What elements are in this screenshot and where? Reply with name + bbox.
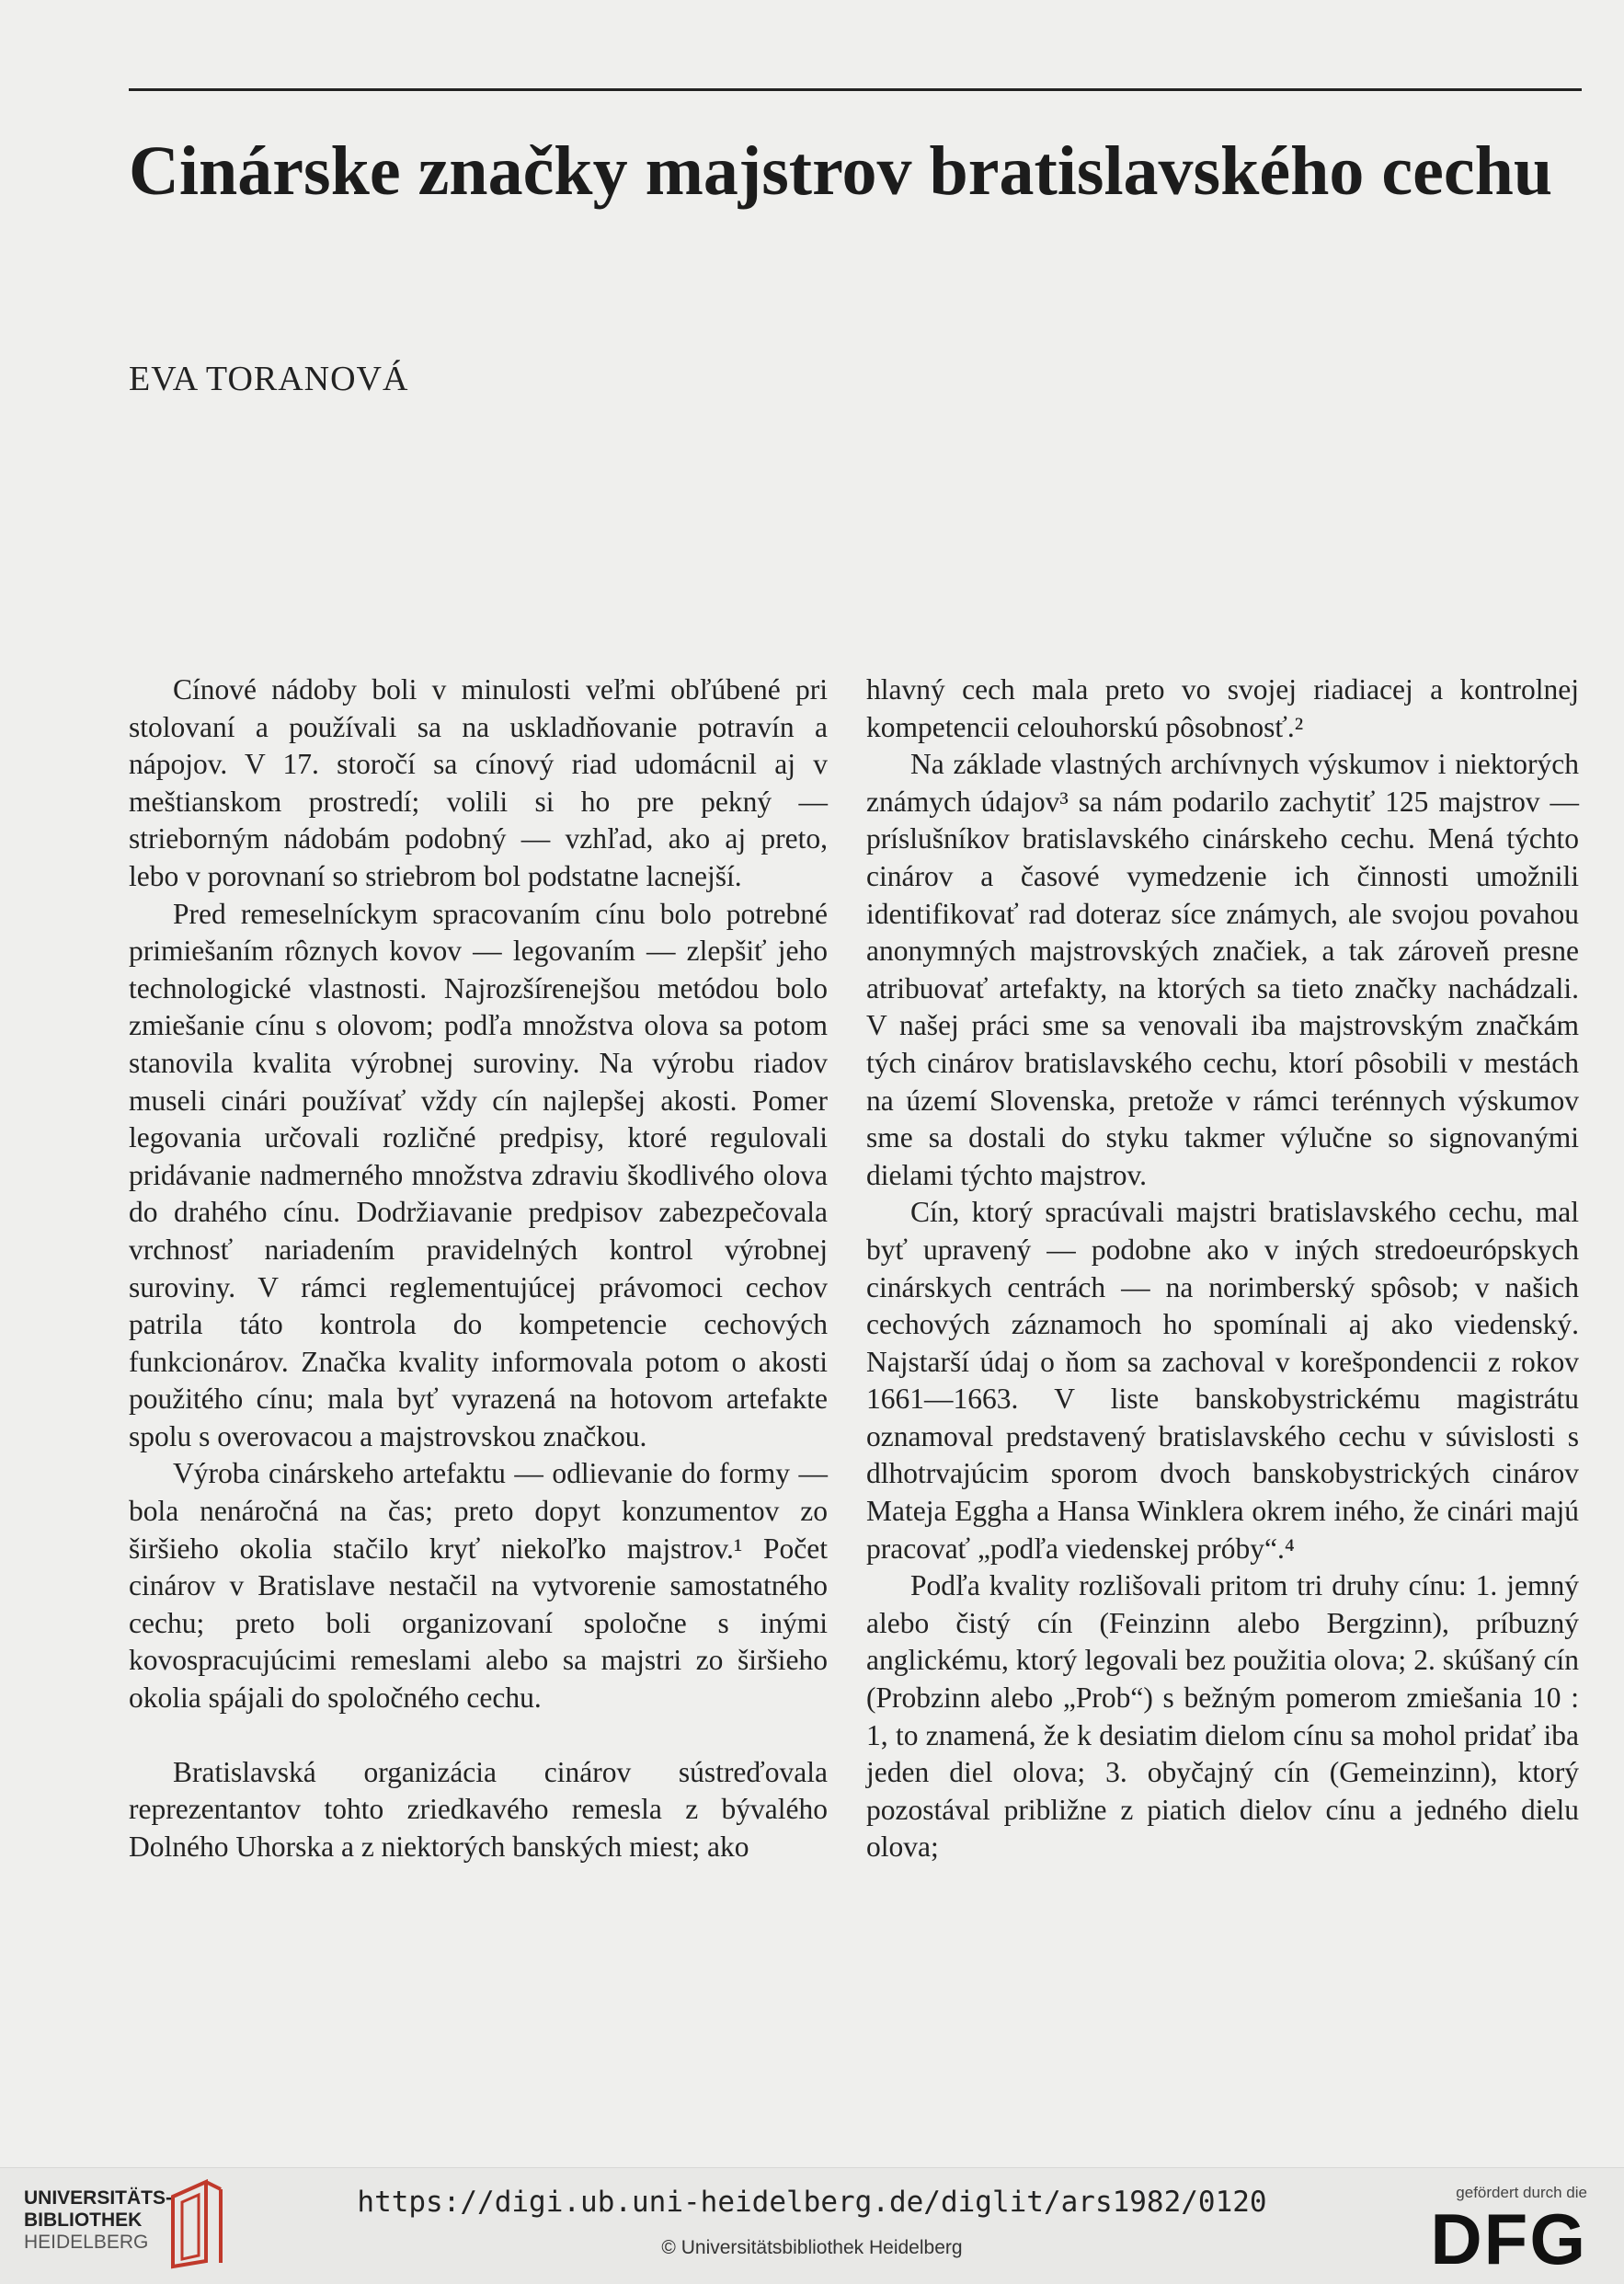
permalink-url[interactable]: https://digi.ub.uni-heidelberg.de/diglit/ars1982/0120 xyxy=(357,2186,1267,2219)
top-rule xyxy=(129,88,1582,91)
library-name-line3: HEIDELBERG xyxy=(24,2232,149,2253)
dfg-logo[interactable]: DFG xyxy=(1430,2198,1587,2279)
text-column-left xyxy=(129,671,828,1865)
paragraph: Na základe vlastných archívnych výskumov i niektorých známych údajov³ sa nám podarilo zachytiť 125 majstrov — príslušníkov bratislavského cinárskeho cechu. Mená týchto cinárov a časové vymedzenie ich činnosti umožnili identifikovať rad doteraz síce známych, ale svojou povahou anonymných majstrovských značiek, a tak zároveň presne atribuovať artefakty, na ktorých sa tieto značky nachádzali. V našej práci sme sa venovali iba majstrovským značkám tých cinárov bratislavského cechu, ktorí pôsobili v mestách na území Slovenska, pretože v rámci terénnych výskumov sme sa dostali do styku takmer výlučne so signovanými dielami týchto majstrov. xyxy=(866,748,1579,1191)
article-title: Cinárske značky majstrov bratislavského cechu xyxy=(129,132,1553,210)
paragraph: Cínové nádoby boli v minulosti veľmi obľúbené pri stolovaní a používali sa na uskladňovanie potravín a nápojov. V 17. storočí sa cínový riad udomácnil aj v meštianskom prostredí; volili si ho pre pekný — strieborným nádobám podobný — vzhľad, ako aj preto, lebo v porovnaní so striebrom bol podstatne lacnejší. xyxy=(129,673,828,892)
paragraph: Podľa kvality rozlišovali pritom tri druhy cínu: 1. jemný alebo čistý cín (Feinzinn alebo Bergzinn), príbuzný anglickému, ktorý legovali bez použitia olova; 2. skúšaný cín (Probzinn alebo „Prob“) s bežným pomerom zmiešania 10 : 1, to znamená, že k desiatim dielom cínu sa mohol pridať iba jeden diel olova; 3. obyčajný cín (Gemeinzinn), ktorý pozostával približne z piatich dielov cínu a jedného dielu olova; xyxy=(866,1569,1579,1864)
paragraph: Cín, ktorý spracúvali majstri bratislavského cechu, mal byť upravený — podobne ako v iných stredoeurópskych cinárskych centrách — na norimberský spôsob; v našich cechových záznamoch ho spomínali aj ako viedenský. Najstarší údaj o ňom sa zachoval v korešpondencii z rokov 1661—1663. V liste banskobystrickému magistrátu oznamoval predstavený bratislavského cechu v súvislosti s dlhotrvajúcim sporom dvoch banskobystrických cinárov Mateja Eggha a Hansa Winklera okrem iného, že cinári majú pracovať „podľa viedenskej próby“.⁴ xyxy=(866,1196,1579,1565)
library-name-line1: UNIVERSITÄTS- xyxy=(24,2187,173,2209)
text-column-right xyxy=(866,671,1579,1866)
library-name-line2: BIBLIOTHEK xyxy=(24,2209,143,2231)
copyright-notice: © Universitätsbibliothek Heidelberg xyxy=(661,2237,963,2258)
paragraph: Bratislavská organizácia cinárov sústreďovala reprezentantov tohto zriedkavého remesla z bývalého Dolného Uhorska a z niektorých banských miest; ako xyxy=(129,1755,828,1863)
paragraph: hlavný cech mala preto vo svojej riadiacej a kontrolnej kompetencii celouhorskú pôsobnosť.² xyxy=(866,673,1579,743)
article-author: EVA TORANOVÁ xyxy=(129,360,409,398)
paragraph: Výroba cinárskeho artefaktu — odlievanie do formy — bola nenáročná na čas; preto dopyt konzumentov zo širšieho okolia stačilo kryť niekoľko majstrov.¹ Počet cinárov v Bratislave nestačil na vytvorenie samostatného cechu; preto boli organizovaní spoločne s inými kovospracujúcimi remeslami alebo sa majstri zo širšieho okolia spájali do spoločného cechu. xyxy=(129,1457,828,1715)
paragraph: Pred remeselníckym spracovaním cínu bolo potrebné primiešaním rôznych kovov — legovaním — zlepšiť jeho technologické vlastnosti. Najrozšírenejšou metódou bolo zmiešanie cínu s olovom; podľa množstva olova sa potom stanovila kvalita výrobnej suroviny. Na výrobu riadov museli cinári používať vždy cín najlepšej akosti. Pomer legovania určovali rozličné predpisy, ktoré regulovali pridávanie nadmerného množstva zdraviu škodlivého olova do drahého cínu. Dodržiavanie predpisov zabezpečovala vrchnosť nariadením pravidelných kontrol výrobnej suroviny. V rámci reglementujúcej právomoci cechov patrila táto kontrola do kompetencie cechových funkcionárov. Značka kvality informovala potom o akosti použitého cínu; mala byť vyrazená na hotovom artefakte spolu s overovacou a majstrovskou značkou. xyxy=(129,897,828,1452)
funding-caption: gefördert durch die xyxy=(1456,2184,1587,2201)
